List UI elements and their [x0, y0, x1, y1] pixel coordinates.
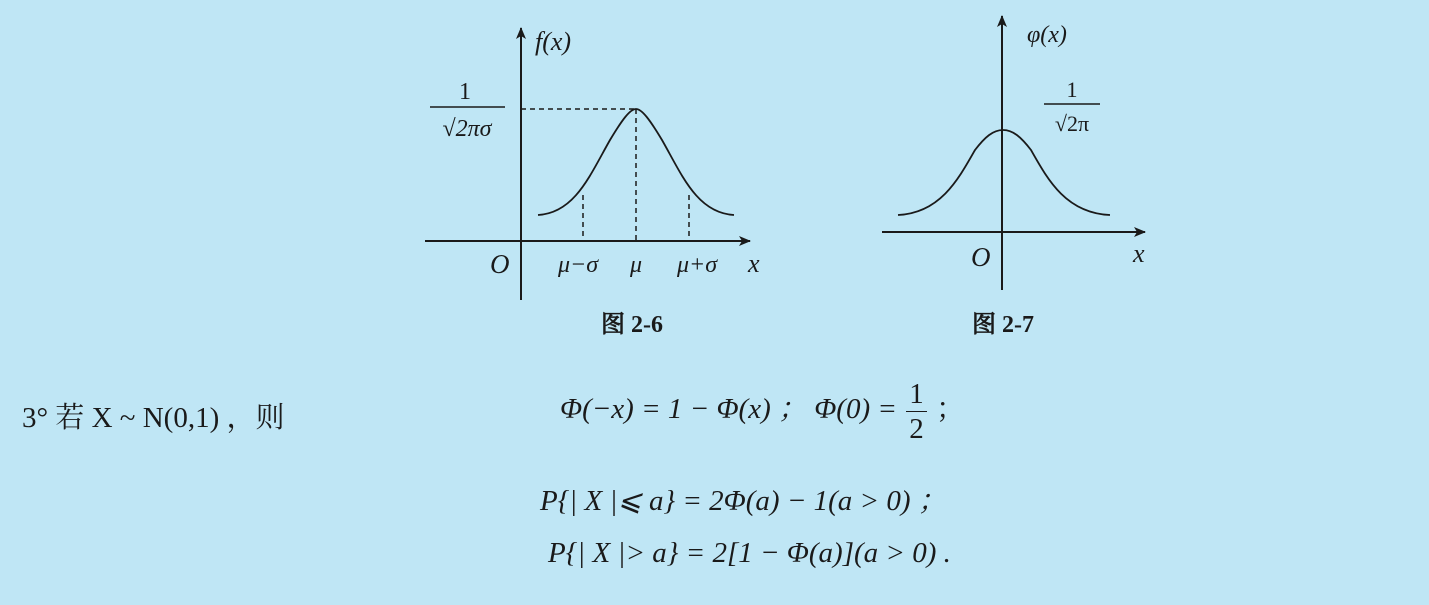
fig27-density-curve: [898, 130, 1110, 215]
formula-line-3: P{| X |> a} = 2[1 − Φ(a)](a > 0) .: [548, 537, 951, 569]
fig27-peak-denominator: √2π: [1054, 111, 1090, 136]
fig26-origin: O: [490, 249, 510, 279]
formula-line-1-end: ；: [935, 393, 965, 426]
fig26-y-label: f(x): [535, 27, 572, 56]
figure-2-6: [425, 27, 760, 338]
fig27-caption: 图 2-7: [972, 312, 1034, 338]
formula-line-1-text: Φ(−x) = 1 − Φ(x) ； Φ(0) =: [560, 393, 897, 426]
figure-2-7: [882, 16, 1145, 338]
fig26-tick-mu-minus-sigma: μ−σ: [557, 252, 599, 278]
fraction-denominator: 2: [909, 413, 924, 445]
fig26-peak-denominator: √2πσ: [442, 116, 492, 142]
fig26-tick-mu: μ: [629, 252, 643, 278]
formula-line-1: [560, 377, 965, 446]
fig27-y-label: φ(x): [1027, 22, 1067, 48]
formula-line-1-fraction: [906, 377, 927, 446]
fig26-peak-numerator: 1: [459, 79, 471, 105]
fig27-x-label: x: [1133, 239, 1145, 268]
fraction-numerator: 1: [906, 377, 927, 412]
fig27-peak-numerator: 1: [1066, 77, 1078, 102]
fig26-x-label: x: [748, 249, 760, 278]
formula-line-2: P{| X |⩽ a} = 2Φ(a) − 1(a > 0) ；: [540, 485, 947, 517]
fig26-tick-mu-plus-sigma: μ+σ: [676, 252, 718, 278]
property-item-label: 3° 若 X ~ N(0,1) ，则: [22, 402, 285, 434]
fig27-origin: O: [971, 242, 991, 272]
fig26-caption: 图 2-6: [601, 312, 663, 338]
